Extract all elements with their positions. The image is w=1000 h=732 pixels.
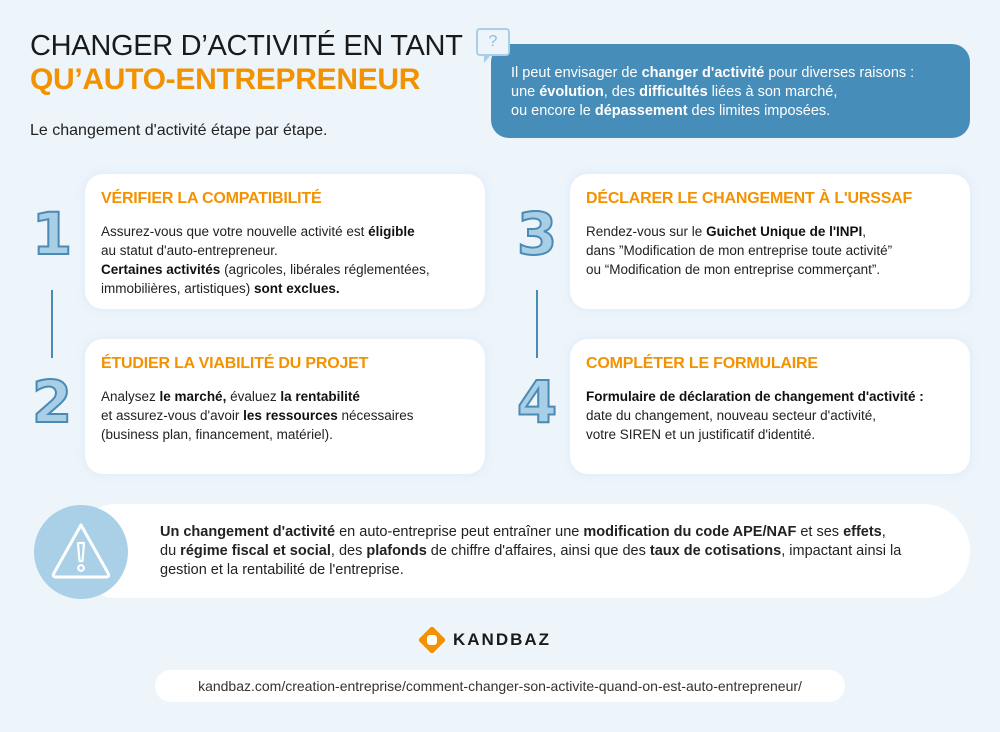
page-title-line2: QU’AUTO-ENTREPRENEUR	[30, 63, 421, 96]
step-description: Assurez-vous que votre nouvelle activité est éligible au statut d'auto-entrepreneur. Certaines activités (agricoles, libérales réglementées, immobilières, artistiques) sont exclues.	[101, 224, 430, 296]
page-title-line1: CHANGER D’ACTIVITÉ EN TANT	[30, 30, 463, 62]
step-number-2: 2	[31, 368, 73, 436]
page-subtitle: Le changement d'activité étape par étape.	[30, 122, 328, 139]
warning-circle	[34, 505, 128, 599]
brand-logo[interactable]	[419, 627, 551, 653]
step-title: DÉCLARER LE CHANGEMENT À L'URSSAF	[586, 190, 913, 207]
step-number-3: 3	[516, 200, 558, 268]
step-card-1	[85, 174, 485, 309]
step-title: ÉTUDIER LA VIABILITÉ DU PROJET	[101, 355, 369, 372]
warning-triangle-icon	[34, 505, 128, 599]
warning-text: Un changement d'activité en auto-entreprise peut entraîner une modification du code APE/NAF et ses effets, du régime fiscal et social, des plafonds de chiffre d'affaires, ainsi que des taux de cotisations, impactant ainsi la gestion et la rentabilité de l'entreprise.	[160, 524, 902, 578]
step-description: Formulaire de déclaration de changement d'activité : date du changement, nouveau secteur d'activité, votre SIREN et un justificatif d'identité.	[586, 389, 924, 442]
step-description: Analysez le marché, évaluez la rentabilité et assurez-vous d'avoir les ressources nécessaires (business plan, financement, matériel).	[101, 389, 414, 442]
question-bubble-icon: ?	[476, 28, 510, 56]
step-connector-line	[51, 290, 53, 358]
step-number-4: 4	[516, 368, 558, 436]
step-title: VÉRIFIER LA COMPATIBILITÉ	[101, 190, 322, 207]
step-card-3	[570, 174, 970, 309]
step-connector-line	[536, 290, 538, 358]
kandbaz-logo-icon	[419, 627, 445, 653]
step-card-2	[85, 339, 485, 474]
brand-name: KANDBAZ	[453, 630, 552, 649]
step-title: COMPLÉTER LE FORMULAIRE	[586, 355, 818, 372]
intro-box: Il peut envisager de changer d'activité pour diverses raisons : une évolution, des difficultés liées à son marché, ou encore le dépassement des limites imposées.	[491, 44, 970, 138]
step-description: Rendez-vous sur le Guichet Unique de l'INPI, dans ”Modification de mon entreprise toute activité” ou “Modification de mon entreprise commerçant”.	[586, 224, 893, 277]
step-number-1: 1	[31, 200, 73, 268]
step-card-4	[570, 339, 970, 474]
source-url-link[interactable]: kandbaz.com/creation-entreprise/comment-changer-son-activite-quand-on-est-auto-entrepreneur/	[155, 670, 845, 702]
